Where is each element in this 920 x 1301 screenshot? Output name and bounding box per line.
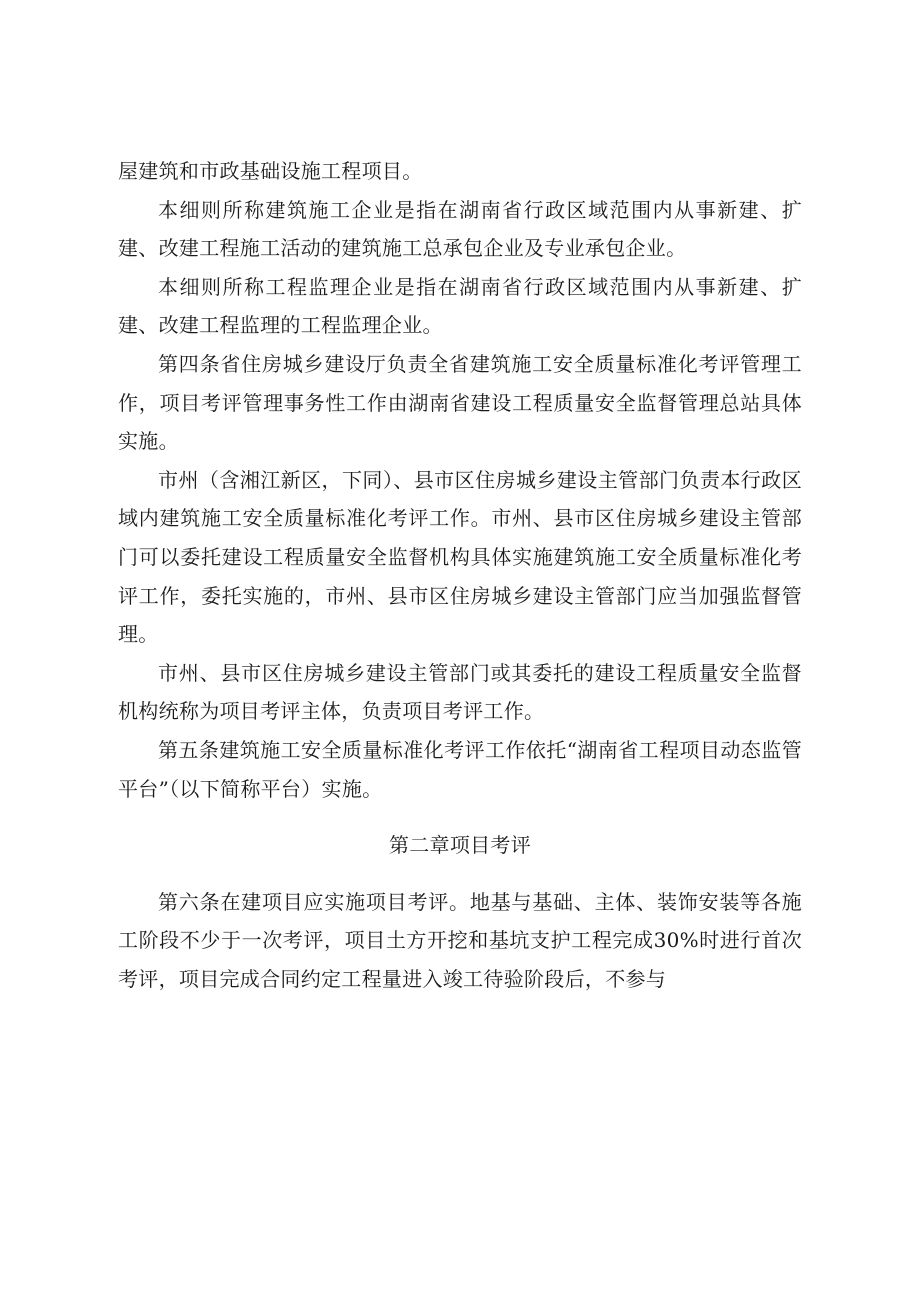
- paragraph-article-4: 第四条省住房城乡建设厅负责全省建筑施工安全质量标准化考评管理工作，项目考评管理事务性工作由湖南省建设工程质量安全监督管理总站具体实施。: [118, 351, 802, 454]
- paragraph-construction-enterprise-definition: 本细则所称建筑施工企业是指在湖南省行政区域范围内从事新建、扩建、改建工程施工活动的建筑施工总承包企业及专业承包企业。: [118, 197, 802, 261]
- paragraph-article-6: 第六条在建项目应实施项目考评。地基与基础、主体、装饰安装等各施工阶段不少于一次考评，项目土方开挖和基坑支护工程完成30%时进行首次考评，项目完成合同约定工程量进入竣工待验阶段后，不参与: [118, 889, 802, 991]
- paragraph-continuation: 屋建筑和市政基础设施工程项目。: [118, 159, 423, 183]
- paragraph-supervision-enterprise-definition: 本细则所称工程监理企业是指在湖南省行政区域范围内从事新建、扩建、改建工程监理的工程监理企业。: [118, 274, 802, 338]
- document-body: [118, 152, 802, 998]
- paragraph-city-county-responsibility: 市州（含湘江新区，下同）、县市区住房城乡建设主管部门负责本行政区域内建筑施工安全质量标准化考评工作。市州、县市区住房城乡建设主管部门可以委托建设工程质量安全监督机构具体实施建筑施工安全质量标准化考评工作，委托实施的，市州、县市区住房城乡建设主管部门应当加强监督管理。: [118, 467, 802, 647]
- chapter-heading: 第二章项目考评: [388, 833, 532, 858]
- paragraph-evaluation-subject: 市州、县市区住房城乡建设主管部门或其委托的建设工程质量安全监督机构统称为项目考评主体，负责项目考评工作。: [118, 660, 802, 724]
- paragraph-article-5: 第五条建筑施工安全质量标准化考评工作依托“湖南省工程项目动态监管平台”（以下简称平台）实施。: [118, 737, 802, 801]
